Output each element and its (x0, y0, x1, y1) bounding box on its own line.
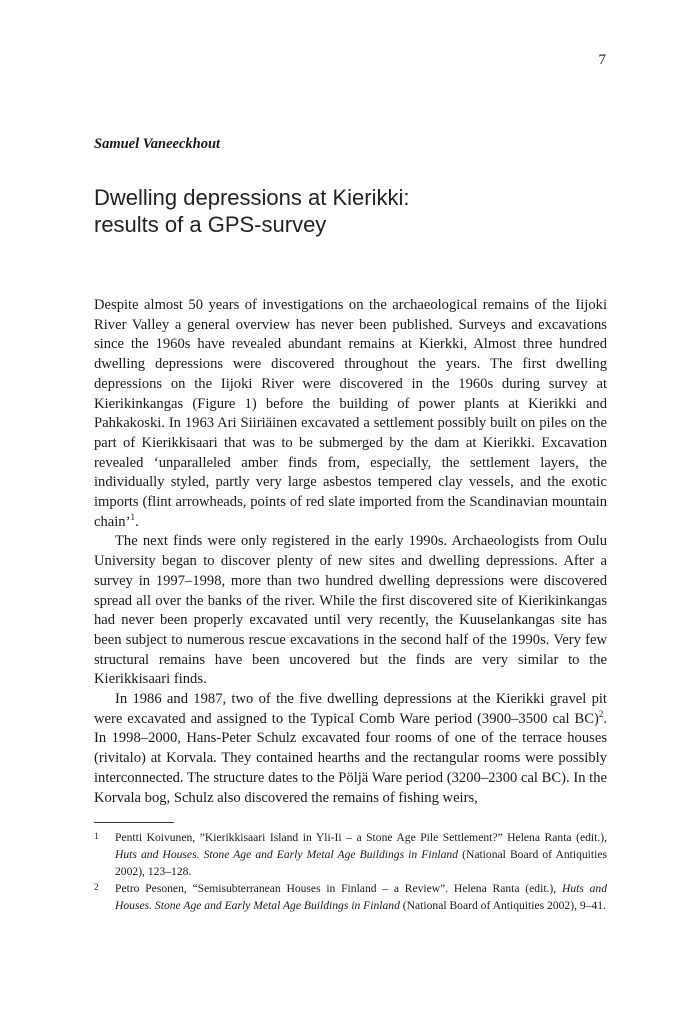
footnote-1-text: Pentti Koivunen, ”Kierikkisaari Island in Yli-Ii – a Stone Age Pile Settlement?” Helena Ranta (edit.), (115, 831, 607, 844)
footnote-2-text: Petro Pesonen, “Semisubterranean Houses in Finland – a Review”. Helena Ranta (edit.), (115, 882, 562, 895)
footnote-2-number: 2 (94, 882, 99, 892)
paragraph-3-text-b: . In 1998–2000, Hans-Peter Schulz excavated four rooms of one of the terrace houses (rivitalo) at Korvala. They contained hearths and the rectangular rooms were possibly interconnected. The structure dates to the Pöljä Ware period (3200–2300 cal BC). In the Korvala bog, Schulz also discovered the remains of fishing weirs, (94, 710, 607, 806)
footnote-2-publisher: (National Board of Antiquities 2002), 9–41. (399, 899, 606, 912)
paragraph-1-end: . (134, 513, 139, 530)
footnote-2-book-title: Huts and Houses. Stone Age and Early Metal Age Buildings in Finland (115, 882, 607, 912)
footnote-divider (94, 822, 174, 823)
title-line-2: results of a GPS-survey (94, 212, 327, 237)
footnote-1-publisher: (National Board of Antiquities 2002), 123–128. (115, 848, 607, 878)
footnote-ref-2[interactable]: 2 (598, 708, 604, 719)
paragraph-3 (94, 690, 607, 808)
article-title (94, 184, 409, 238)
title-line-1: Dwelling depressions at Kierikki: (94, 185, 410, 210)
footnotes (94, 829, 607, 914)
paragraph-1 (94, 296, 607, 532)
footnote-1 (94, 829, 607, 880)
author-name: Samuel Vaneeckhout (94, 136, 221, 152)
paragraph-2: The next finds were only registered in the early 1990s. Archaeologists from Oulu University began to discover plenty of new sites and dwelling depressions. After a survey in 1997–1998, more than two hundred dwelling depressions were discovered spread all over the banks of the river. While the first discovered site of Kierikinkangas had never been properly excavated until very recently, the Kuuselankangas site has been subject to numerous rescue excavations in the second half of the 1990s. Very few structural remains have been uncovered but the finds are very similar to the Kierikkisaari finds. (94, 533, 607, 688)
paragraph-1-text: Despite almost 50 years of investigations on the archaeological remains of the Iijoki River Valley a general overview has never been published. Surveys and excavations since the 1960s have revealed abundant remains at Kierkki, Almost three hundred dwelling depressions were discovered throughout the years. The first dwelling depressions on the Iijoki River were discovered in the 1960s during survey at Kierikinkangas (Figure 1) before the building of power plants at Kierikki and Pahkakoski. In 1963 Ari Siiriäinen excavated a settlement possibly built on piles on the part of Kierikkisaari that was to be submerged by the dam at Kierikki. Excavation revealed ‘unparalleled amber finds from, especially, the settlement layers, the individually styled, partly very large asbestos tempered clay vessels, and the exotic imports (flint arrowheads, points of red slate imported from the Scandinavian mountain chain’ (94, 297, 607, 530)
footnote-ref-1[interactable]: 1 (130, 511, 135, 522)
footnote-1-book-title: Huts and Houses. Stone Age and Early Metal Age Buildings in Finland (115, 848, 458, 861)
body-text (94, 296, 607, 808)
paragraph-3-text-a: In 1986 and 1987, two of the five dwelling depressions at the Kierikki gravel pit were excavated and assigned to the Typical Comb Ware period (3900–3500 cal BC) (94, 691, 607, 727)
page-number: 7 (598, 52, 606, 68)
footnote-2 (94, 880, 607, 914)
footnote-1-number: 1 (94, 831, 99, 841)
